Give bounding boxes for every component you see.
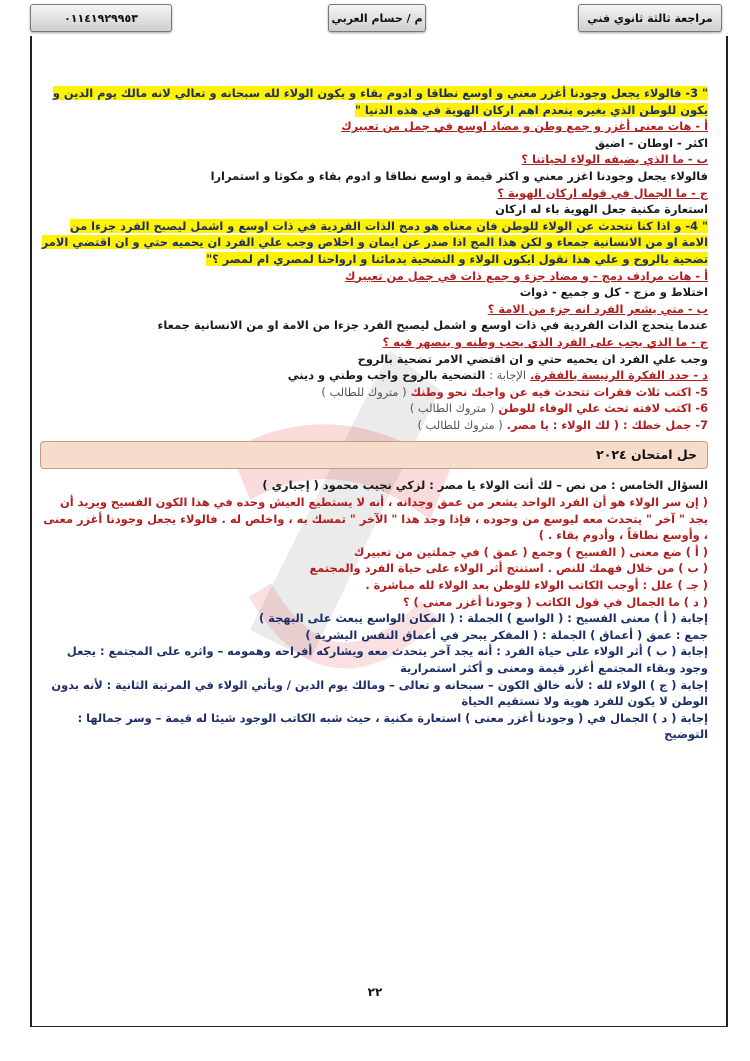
- exam-question-d: ( د ) ما الجمال في قول الكاتب ( وجودنا أغزر معنى ) ؟: [402, 594, 708, 609]
- answer-1b: فالولاء يجعل وجودنا اغزر معني و اكثر قيمة و اوسع نطاقا و ادوم بقاء و مكوثا و استمرارا: [210, 168, 708, 183]
- question-7-note: ( متروك للطالب ): [417, 417, 503, 432]
- exam-question-a: ( أ ) ضع معنى ( الفسيح ) وجمع ( عمق ) في جملتين من تعبيرك: [353, 544, 708, 559]
- exam-answer-b: إجابة ( ب ) أثر الولاء على حياة الفرد : أنه يجد آخر يتحدث معه ويشاركه أفراحه وهمومه – واثره على المجتمع : يجعل وجود وبقاء المجتمع أغزر قيمة ومعنى و أكثر استمرارية: [66, 644, 708, 675]
- course-title-badge: مراجعة ثالثة ثانوي فني: [578, 4, 722, 32]
- exam-answer-a2: جمع : عمق ( أعماق ) الجملة : ( المفكر يبحر في أعماق النفس البشرية ): [305, 627, 708, 642]
- question-1a: أ - هات معنى أغزر و جمع وطن و مضاد اوسع في جمل من تعبيرك: [341, 119, 708, 134]
- answer-1a: اكثر - اوطان - اضيق: [594, 135, 708, 150]
- exam-answer-a1: إجابة ( أ ) معنى الفسيح : ( الواسع ) الجملة : ( المكان الواسع يبعث على البهجة ): [259, 611, 708, 626]
- exam-question-c: ( جـ ) علل : أوجب الكاتب الولاء للوطن بعد الولاء لله مباشرة .: [365, 578, 708, 593]
- passage-4: " 4- و اذا كنا نتحدث عن الولاء للوطن فان معناه هو دمج الذات الفردية في ذات اوسع و اشمل ليصبح الفرد جزءا من الامة او من الانسانية جمعاء و لكن هذا المج اذا صدر عن ايمان و اخلاص وجب علي الفرد ان يحميه حتي و ان اقتضي الامر تضحية بالروح و علي هذا نقول ايكون الولاء و التضحية بدمائنا و ارواحنا لمصري ام لمصر ؟": [41, 218, 708, 266]
- question-2d-row: [40, 367, 708, 384]
- question-2a: أ - هات مرادف دمج - و مضاد جزء و جمع ذات في جمل من تعبيرك: [344, 268, 708, 283]
- answer-2c: وجب علي الفرد ان يحميه حتي و ان اقتضي الامر تضحية بالروح: [357, 351, 708, 366]
- teacher-name-badge: م / حسام العربي: [328, 4, 426, 32]
- question-5: 5- اكتب ثلاث فقرات تتحدث فيه عن واجبك نحو وطنك: [410, 384, 708, 399]
- exam-answer-d: إجابة ( د ) الجمال في ( وجودنا أغزر معنى ) استعارة مكنية ، حيث شبه الكاتب الوجود شيئا له قيمة – وسر جمالها : التوضيح: [77, 710, 708, 742]
- exam-question-title: السؤال الخامس : من نص – لك أنت الولاء يا مصر : لزكي نجيب محمود ( إجباري ): [262, 478, 708, 493]
- exam-answer-c: إجابة ( ج ) الولاء لله : لأنه خالق الكون – سبحانه و تعالى – ومالك يوم الدين / ويأتي الولاء في المرتبة الثانية : لأنه بدون الوطن لا يكون للفرد هوية ولا تستقيم الحياة: [51, 677, 708, 709]
- phone-number-badge: ٠١١٤١٩٢٩٩٥٣: [30, 4, 172, 32]
- question-2c: ج - ما الذي يجب على الفرد الذي يحب وطنه و ينصهر فيه ؟: [382, 334, 708, 349]
- question-6-note: ( متروك الطالب ): [409, 401, 495, 416]
- question-1b: ب - ما الذي يضيفه الولاء لحياتنا ؟: [521, 152, 708, 167]
- question-1c: ج - ما الجمال في قوله اركان الهوية ؟: [497, 185, 708, 200]
- exam-passage: ( إن سر الولاء هو أن الفرد الواحد يشعر من عمق وجدانه ، أنه لا يستطيع العيش وحده في هذا الكون الفسيح ويريد أن يجد " آخر " يتحدث معه ليوسع من وجوده ، فإذا وجد هذا " الآخر " تمسك به ، واخلص له . فالولاء يجعل وجودنا أغزر معنى ، وأوسع نطاقاً ، وأدوم بقاء . ): [43, 495, 708, 543]
- answer-1c: استعارة مكنية جعل الهوية باء له اركان: [495, 202, 708, 217]
- exam-banner: حل امتحان ٢٠٢٤: [40, 441, 708, 469]
- answer-2a: اختلاط و مزج - كل و جميع - ذوات: [519, 285, 708, 300]
- question-2b: ب - متي يشعر الفرد انه جزء من الامة ؟: [487, 301, 708, 316]
- question-7: 7- جمل خطك : ( لك الولاء : يا مصر.: [506, 417, 708, 432]
- answer-2d: التضحية بالروح واجب وطني و ديني: [287, 368, 486, 383]
- answer-2d-prefix: الإجابة :: [489, 368, 527, 383]
- answer-2b: عندما يتحدج الذات الفردية في ذات اوسع و اشمل ليصبح الفرد جزءا من الامة او من الانسانية جمعاء: [157, 318, 708, 333]
- header-bar: [0, 4, 750, 34]
- question-2d: د - حدد الفكرة الرنيسة بالفقرة.: [530, 368, 708, 383]
- passage-3: " 3- فالولاء يجعل وجودنا أغزر معني و اوسع نطاقا و ادوم بقاء و يكون الولاء لله سبحانه و تعالي لانه مالك يوم الدين و يكون للوطن الذي بغيره ينعدم اهم اركان الهوية في هذه الدنيا ": [52, 86, 708, 117]
- question-5-row: [40, 384, 708, 401]
- question-5-note: ( متروك للطالب ): [321, 384, 407, 399]
- exam-question-b: ( ب ) من خلال فهمك للنص . استنتج أثر الولاء على حياة الفرد والمجتمع: [309, 561, 708, 576]
- question-6-row: [40, 400, 708, 417]
- question-6: 6- اكتب لافته تحث علي الوفاء للوطن: [498, 401, 708, 416]
- page-content: [40, 85, 708, 743]
- question-7-row: [40, 417, 708, 434]
- page-number: ٢٢: [367, 985, 383, 999]
